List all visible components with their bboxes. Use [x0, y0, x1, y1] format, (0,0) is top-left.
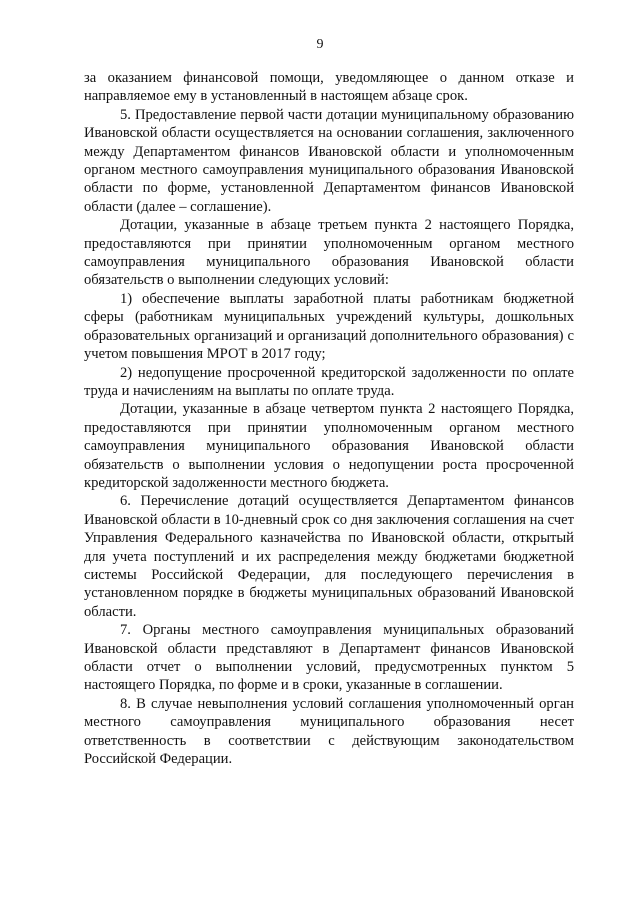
paragraph-condition-1: 1) обеспечение выплаты заработной платы работникам бюджетной сферы (работникам муниципальных учреждений культуры, дошкольных образовательных организаций и организаций дополнительного образования) с учетом повышения МРОТ в 2017 году;: [84, 290, 574, 363]
paragraph-subsidy-fourth: Дотации, указанные в абзаце четвертом пункта 2 настоящего Порядка, предоставляются при принятии уполномоченным органом местного самоуправления муниципального образования Ивановской области обязательств о выполнении условия о недопущении роста просроченной кредиторской задолженности местного бюджета.: [84, 401, 574, 491]
document-body: [84, 69, 574, 768]
paragraph-continuation: за оказанием финансовой помощи, уведомляющее о данном отказе и направляемое ему в установленный в настоящем абзаце срок.: [84, 70, 574, 105]
paragraph-item-8: 8. В случае невыполнения условий соглашения уполномоченный орган местного самоуправления муниципального образования несет ответственность в соответствии с действующим законодательством Российской Федерации.: [84, 695, 574, 768]
paragraph-item-7: 7. Органы местного самоуправления муниципальных образований Ивановской области представляют в Департамент финансов Ивановской области отчет о выполнении условий, предусмотренных пунктом 5 настоящего Порядка, по форме и в сроки, указанные в соглашении.: [84, 622, 574, 694]
paragraph-subsidy-conditions: Дотации, указанные в абзаце третьем пункта 2 настоящего Порядка, предоставляются при принятии уполномоченным органом местного самоуправления муниципального образования Ивановской области обязательств о выполнении следующих условий:: [84, 217, 574, 289]
paragraph-condition-2: 2) недопущение просроченной кредиторской задолженности по оплате труда и начислениям на выплаты по оплате труда.: [84, 364, 574, 399]
paragraph-item-5: 5. Предоставление первой части дотации муниципальному образованию Ивановской области осуществляется на основании соглашения, заключенного между Департаментом финансов Ивановской области и уполномоченным органом местного самоуправления муниципального образования Ивановской области по форме, установленной Департаментом финансов Ивановской области (далее – соглашение).: [84, 106, 574, 215]
page-number: 9: [316, 37, 324, 52]
paragraph-item-6: 6. Перечисление дотаций осуществляется Департаментом финансов Ивановской области в 10-дневный срок со дня заключения соглашения на счет Управления Федерального казначейства по Ивановской области, открытый для учета поступлений и их распределения между бюджетами бюджетной системы Российской Федерации, для последующего перечисления в установленном порядке в бюджеты муниципальных образований Ивановской области.: [84, 493, 574, 620]
